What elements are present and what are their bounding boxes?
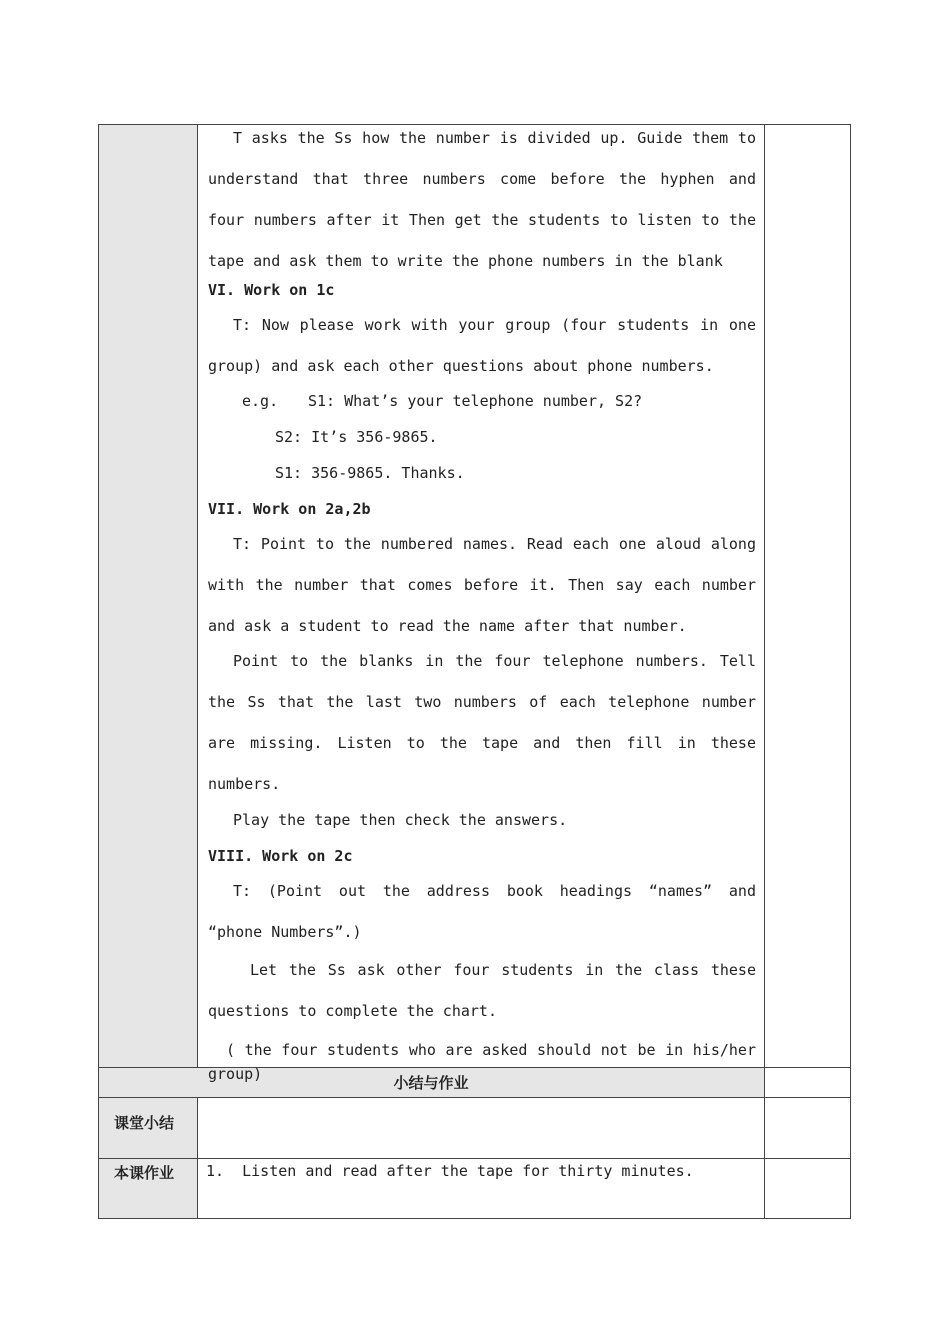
class-summary-label: 课堂小结 (114, 1114, 175, 1132)
step-paragraph: ( the four students who are asked should not be in his/her group) (208, 1041, 756, 1083)
step-paragraph: Play the tape then check the answers. (233, 811, 568, 829)
step-paragraph: Point to the blanks in the four telephone numbers. Tell the Ss that the last two numbers of each telephone number are missing. Listen to the tape and then fill in these numbers. (208, 652, 756, 793)
table-divider (98, 1097, 851, 1098)
step-paragraph: T: Point to the numbered names. Read each one aloud along with the number that comes before it. Then say each number and ask a student to read the name after that number. (208, 535, 756, 635)
example-line: S1: 356-9865. Thanks. (275, 464, 465, 482)
lesson-steps (208, 124, 756, 1086)
summary-row-title: 小结与作业 (393, 1074, 469, 1092)
example-line: S1: What’s your telephone number, S2? (308, 392, 643, 410)
homework-content: 1. Listen and read after the tape for thirty minutes. (206, 1162, 694, 1180)
step-paragraph: T: Now please work with your group (four students in one group) and ask each other questions about phone numbers. (208, 316, 756, 375)
table-divider (197, 125, 198, 1067)
homework-label: 本课作业 (114, 1164, 175, 1182)
section-heading: VI. Work on 1c (208, 281, 335, 299)
step-paragraph: T asks the Ss how the number is divided up. Guide them to understand that three numbers come before the hyphen and four numbers after it Then get the students to listen to the tape and ask them to write the phone numbers in the blank (208, 129, 756, 270)
table-divider (764, 125, 765, 1219)
table-divider (98, 1158, 851, 1159)
step-paragraph: T: (Point out the address book headings “names” and “phone Numbers”.) (208, 882, 756, 941)
example-label: e.g. (242, 392, 279, 410)
step-paragraph: Let the Ss ask other four students in the class these questions to complete the chart. (208, 961, 756, 1020)
example-line: S2: It’s 356-9865. (275, 428, 438, 446)
section-heading: VIII. Work on 2c (208, 847, 353, 865)
example-row (208, 383, 756, 419)
section-heading: VII. Work on 2a,2b (208, 500, 371, 518)
